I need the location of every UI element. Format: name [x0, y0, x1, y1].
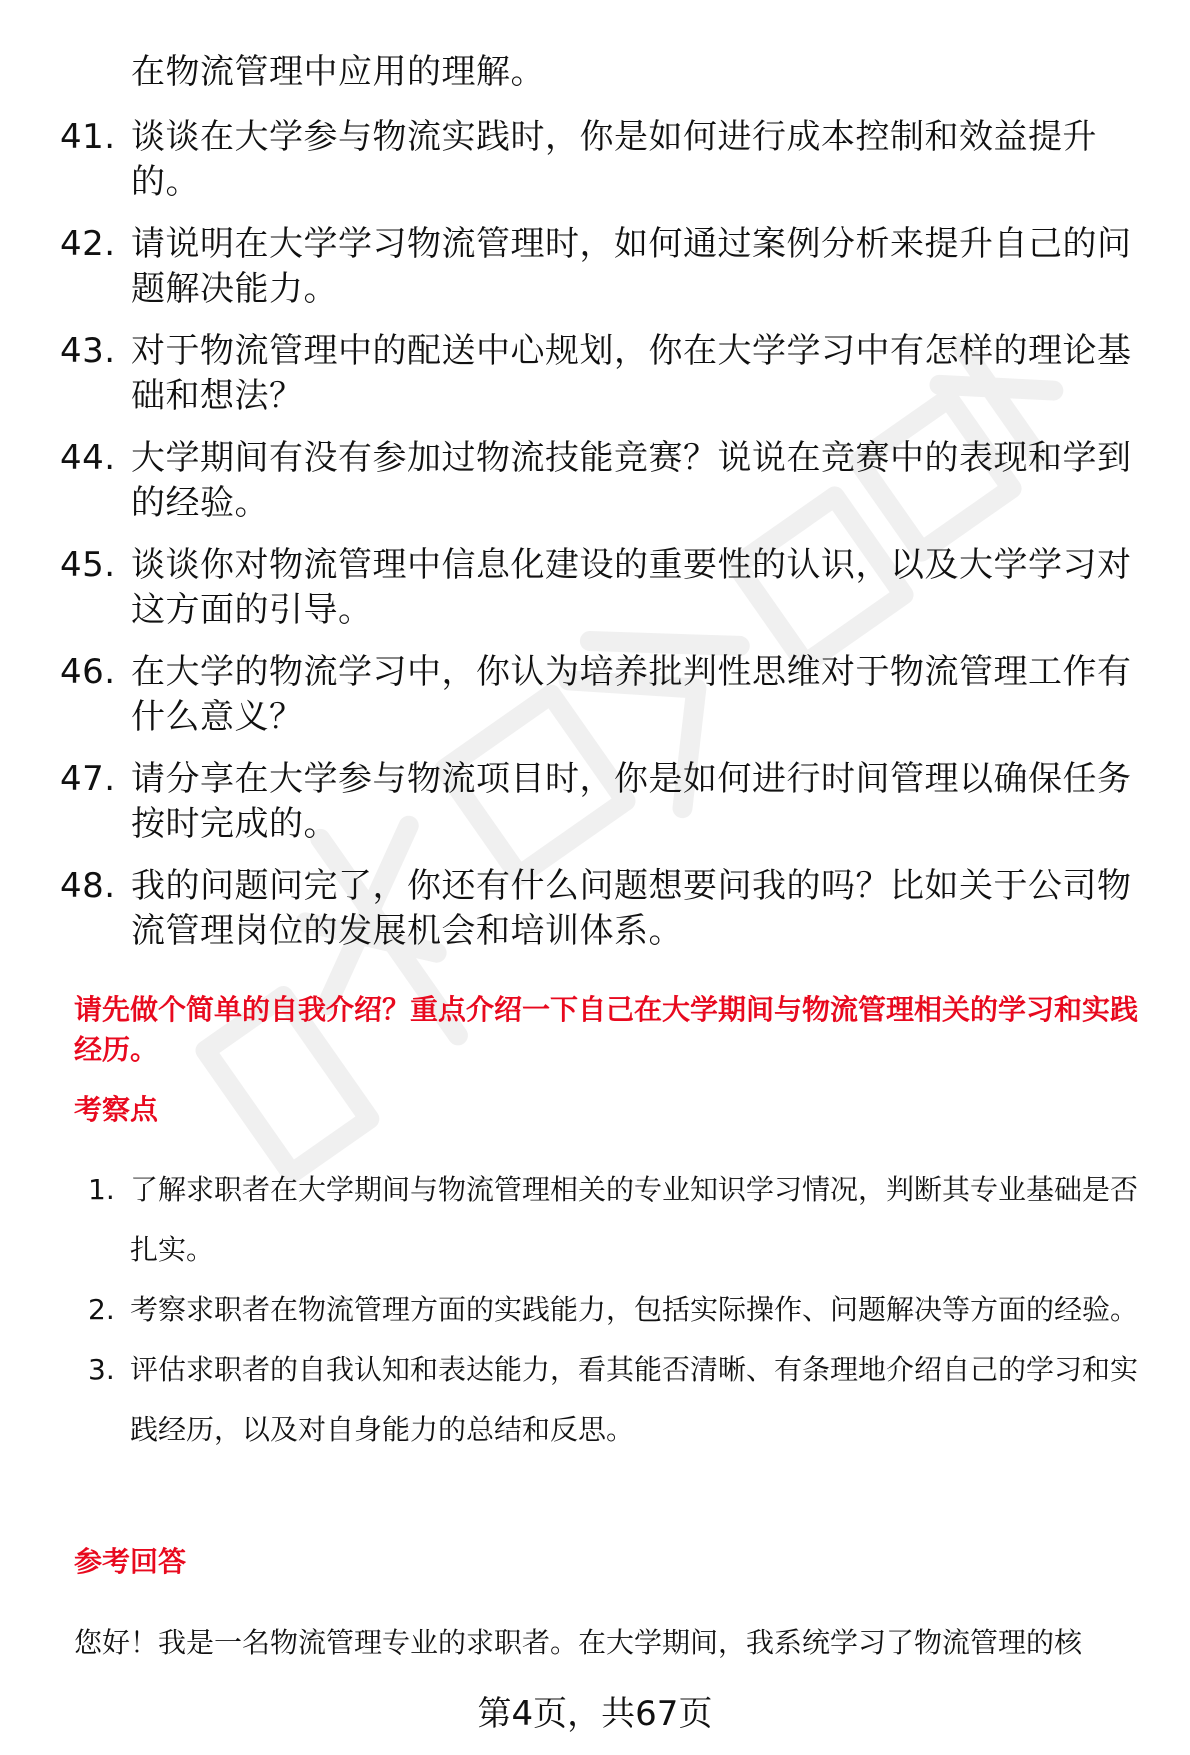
list-item [60, 436, 1150, 526]
page-number: 第4页，共67页 [477, 1694, 713, 1734]
assessment-heading: 考察点 [74, 1093, 159, 1126]
question-number: 47. [60, 759, 116, 799]
point-text: 考察求职者在物流管理方面的实践能力，包括实际操作、问题解决等方面的经验。 [130, 1293, 1139, 1326]
list-item [60, 650, 1150, 740]
list-item [60, 864, 1150, 954]
point-number: 1. [88, 1173, 115, 1206]
question-number: 46. [60, 652, 116, 692]
reference-heading: 参考回答 [74, 1545, 187, 1578]
point-text: 评估求职者的自我认知和表达能力，看其能否清晰、有条理地介绍自己的学习和实践经历，以及对自身能力的总结和反思。 [130, 1353, 1139, 1446]
question-text: 在大学的物流学习中，你认为培养批判性思维对于物流管理工作有什么意义？ [131, 652, 1132, 737]
question-number: 43. [60, 331, 116, 371]
highlight-question: 请先做个简单的自我介绍？重点介绍一下自己在大学期间与物流管理相关的学习和实践经历。 [74, 993, 1139, 1066]
point-number: 3. [88, 1353, 115, 1386]
question-text: 我的问题问完了，你还有什么问题想要问我的吗？比如关于公司物流管理岗位的发展机会和培训体系。 [131, 866, 1132, 951]
question-text: 请说明在大学学习物流管理时，如何通过案例分析来提升自己的问题解决能力。 [131, 224, 1132, 309]
list-item [60, 329, 1150, 419]
continuation-text: 在物流管理中应用的理解。 [131, 52, 545, 92]
list-item [60, 115, 1150, 205]
assessment-points [88, 1160, 1158, 1460]
question-text: 大学期间有没有参加过物流技能竞赛？说说在竞赛中的表现和学到的经验。 [131, 438, 1132, 523]
question-number: 42. [60, 224, 116, 264]
point-text: 了解求职者在大学期间与物流管理相关的专业知识学习情况，判断其专业基础是否扎实。 [130, 1173, 1139, 1266]
list-item [88, 1160, 1158, 1280]
list-item [88, 1340, 1158, 1460]
question-number: 48. [60, 866, 116, 906]
point-number: 2. [88, 1293, 115, 1326]
reference-answer-text: 您好！我是一名物流管理专业的求职者。在大学期间，我系统学习了物流管理的核 [74, 1626, 1083, 1659]
question-list [60, 115, 1150, 971]
question-number: 44. [60, 438, 116, 478]
question-text: 对于物流管理中的配送中心规划，你在大学学习中有怎样的理论基础和想法？ [131, 331, 1132, 416]
question-text: 谈谈你对物流管理中信息化建设的重要性的认识，以及大学学习对这方面的引导。 [131, 545, 1132, 630]
question-number: 41. [60, 117, 116, 157]
list-item [60, 222, 1150, 312]
list-item [60, 543, 1150, 633]
list-item [88, 1280, 1158, 1340]
question-text: 谈谈在大学参与物流实践时，你是如何进行成本控制和效益提升的。 [131, 117, 1097, 202]
question-text: 请分享在大学参与物流项目时，你是如何进行时间管理以确保任务按时完成的。 [131, 759, 1132, 844]
question-number: 45. [60, 545, 116, 585]
list-item [60, 757, 1150, 847]
